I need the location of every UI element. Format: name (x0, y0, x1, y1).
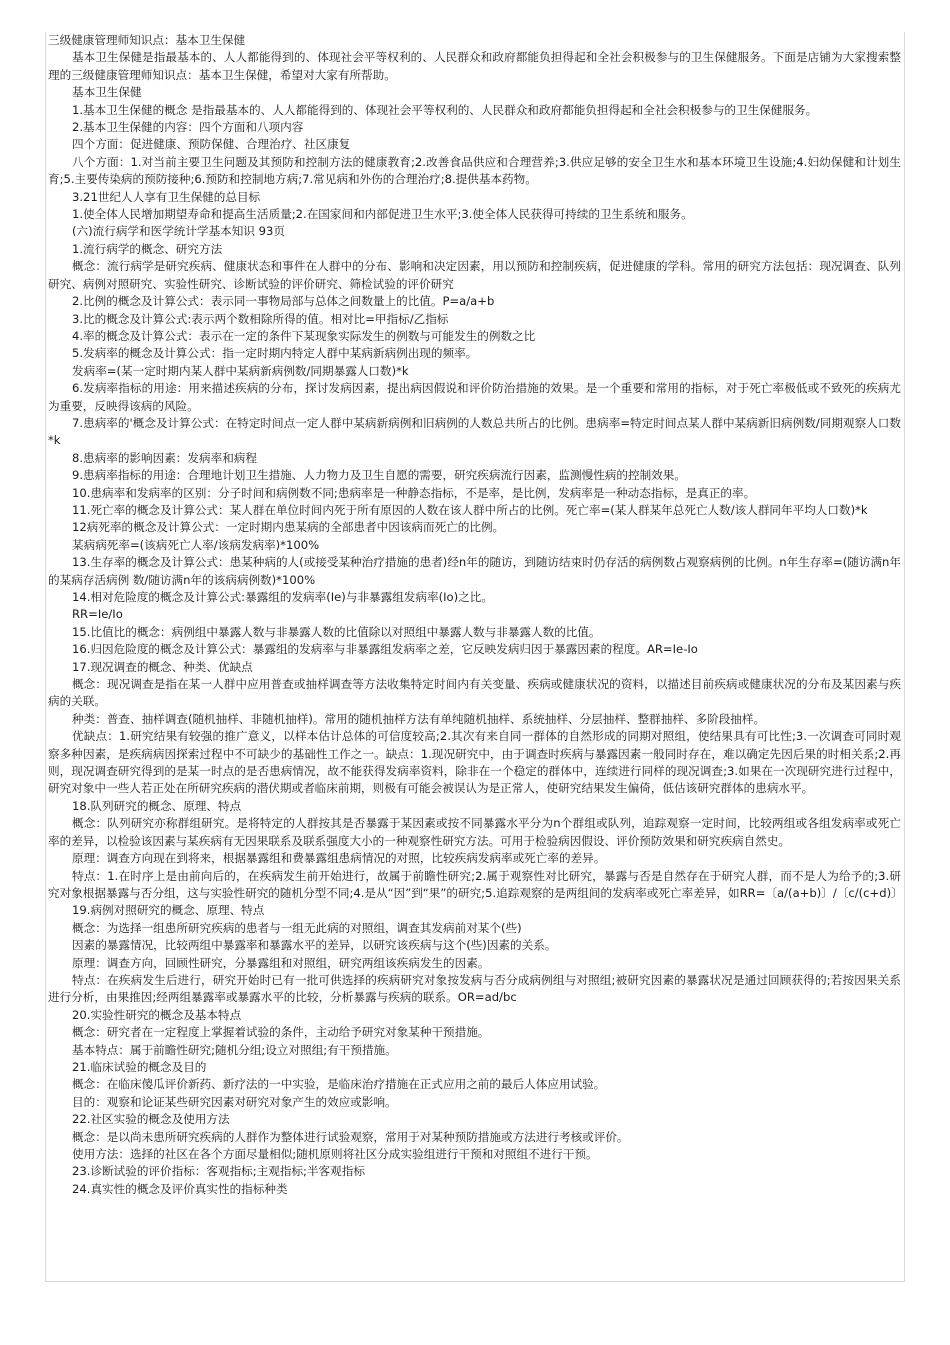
paragraph: 优缺点：1.研究结果有较强的推广意义，以样本估计总体的可信度较高;2.其次有来自同一群体的自然形成的同期对照组，使结果具有可比性;3.一次调查可同时观察多种因素，是疾病病因探索过程中不可缺少的基础性工作之一。缺点：1.现况研究中，由于调查时疾病与暴露因素一般同时存在，难以确定先因后果的时相关系;2.再则，现况调查研究得到的是某一时点的是否患病情况，故不能获得发病率资料，除非在一个稳定的群体中，连续进行同样的现况调查;3.如果在一次现研究进行过程中，研究对象中一些人若正处在所研究疾病的潜伏期或者临床前期，则极有可能会被误认为是正常人，使研究结果发生偏倚，低估该研究群体的患病水平。 (48, 729, 901, 796)
paragraph: 1.基本卫生保健的概念 是指最基本的、人人都能得到的、体现社会平等权利的、人民群众和政府都能负担得起和全社会积极参与的卫生保健服务。 (72, 102, 818, 117)
paragraph: 概念：队列研究亦称群组研究。是将特定的人群按其是否暴露于某因素或按不同暴露水平分为n个群组或队列，追踪观察一定时间，比较两组或各组发病率或死亡率的差异，以检验该因素与某疾病有无因果联系及联系强度大小的一种观察性研究方法。可用于检验病因假设、评价预防效果和研究疾病自然史。 (48, 816, 901, 848)
paragraph: 原理：调查方向现在到将来，根据暴露组和费暴露组患病情况的对照，比较疾病发病率或死亡率的差异。 (72, 851, 606, 866)
paragraph: 发病率=(某一定时期内某人群中某病新病例数/同期暴露人口数)*k (72, 363, 409, 378)
paragraph: 特点：在疾病发生后进行，研究开始时已有一批可供选择的疾病研究对象按发病与否分成病例组与对照组;被研究因素的暴露状况是通过回顾获得的;若按因果关系进行分析，由果推因;经两组暴露率或暴露水平的比较，分析暴露与疾病的联系。OR=ad/bc (48, 972, 901, 1005)
paragraph: 特点：1.在时序上是由前向后的，在疾病发生前开始进行，故属于前瞻性研究;2.属于观察性对比研究，暴露与否是自然存在于研究人群，而不是人为给予的;3.研究对象根据暴露与否分组，这与实验性研究的随机分型不同;4.是从“因”到“果”的研究;5.追踪观察的是两组间的发病率或死亡率差异，如RR=〔a/(a+b)〕/〔c/(c+d)〕 (48, 868, 903, 900)
paragraph: 基本卫生保健 (72, 85, 142, 100)
document-title: 三级健康管理师知识点：基本卫生保健 (48, 33, 246, 47)
paragraph: 3.比的概念及计算公式:表示两个数相除所得的值。相对比=甲指标/乙指标 (72, 311, 449, 326)
paragraph: 15.比值比的概念：病例组中暴露人数与非暴露人数的比值除以对照组中暴露人数与非暴露人数的比值。 (72, 624, 601, 639)
paragraph: 20.实验性研究的概念及基本特点 (72, 1007, 242, 1022)
paragraph: 21.临床试验的概念及目的 (72, 1059, 207, 1074)
paragraph: 因素的暴露情况，比较两组中暴露率和暴露水平的差异，以研究该疾病与这个(些)因素的关系。 (72, 938, 557, 953)
paragraph: 概念：研究者在一定程度上掌握着试验的条件，主动给予研究对象某种干预措施。 (72, 1025, 490, 1040)
paragraph: 17.现况调查的概念、种类、优缺点 (72, 659, 253, 674)
paragraph: 某病病死率=(该病死亡人率/该病发病率)*100% (72, 537, 320, 552)
paragraph: 使用方法：选择的社区在各个方面尽量相似;随机原则将社区分成实验组进行干预和对照组不进行干预。 (72, 1147, 598, 1161)
paragraph: 4.率的概念及计算公式：表示在一定的条件下某现象实际发生的例数与可能发生的例数之比 (72, 328, 536, 343)
paragraph: 16.归因危险度的概念及计算公式：暴露组的发病率与非暴露组发病率之差，它反映发病归因于暴露因素的程度。AR=Ie-Io (72, 642, 698, 657)
paragraph: 11.死亡率的概念及计算公式：某人群在单位时间内死于所有原因的人数在该人群中所占的比例。死亡率=(某人群某年总死亡人数/该人群同年平均人口数)*k (72, 502, 868, 517)
paragraph: 3.21世纪人人享有卫生保健的总目标 (72, 189, 261, 204)
paragraph: 22.社区实验的概念及使用方法 (72, 1112, 230, 1127)
paragraph: 23.诊断试验的评价指标：客观指标;主观指标;半客观指标 (72, 1164, 365, 1179)
paragraph: 24.真实性的概念及评价真实性的指标种类 (72, 1181, 288, 1196)
document-body (48, 49, 901, 1198)
paragraph: 2.基本卫生保健的内容：四个方面和八项内容 (72, 120, 304, 135)
paragraph: 6.发病率指标的用途：用来描述疾病的分布，探讨发病因素，提出病因假说和评价防治措施的效果。是一个重要和常用的指标，对于死亡率极低或不致死的疾病尤为重要，反映得该病的风险。 (48, 381, 901, 413)
paragraph: 9.患病率指标的用途：合理地计划卫生措施、人力物力及卫生自愿的需要，研究疾病流行因素，监测慢性病的控制效果。 (72, 468, 686, 483)
paragraph: 概念：流行病学是研究疾病、健康状态和事件在人群中的分布、影响和决定因素，用以预防和控制疾病，促进健康的学科。常用的研究方法包括：现况调查、队列研究、病例对照研究、实验性研究、诊断试验的评价研究、筛检试验的评价研究 (48, 259, 901, 291)
paragraph: 原理：调查方向，回顾性研究，分暴露组和对照组，研究两组该疾病发生的因素。 (72, 955, 490, 970)
paragraph: 1.流行病学的概念、研究方法 (72, 241, 223, 256)
paragraph: RR=Ie/Io (72, 607, 123, 622)
paragraph: 10.患病率和发病率的区别：分子时间和病例数不同;患病率是一种静态指标，不是率，是比例，发病率是一种动态指标，是真正的率。 (72, 485, 756, 500)
paragraph: 8.患病率的影响因素：发病率和病程 (72, 450, 257, 465)
paragraph: 19.病例对照研究的概念、原理、特点 (72, 903, 265, 918)
paragraph: 目的：观察和论证某些研究因素对研究对象产生的效应或影响。 (72, 1094, 397, 1109)
paragraph: 概念：为选择一组患所研究疾病的患者与一组无此病的对照组，调查其发病前对某个(些) (72, 920, 522, 935)
paragraph: 2.比例的概念及计算公式：表示同一事物局部与总体之间数量上的比值。P=a/a+b (72, 294, 495, 309)
paragraph: 1.使全体人民增加期望寿命和提高生活质量;2.在国家间和内部促进卫生水平;3.使全体人民获得可持续的卫生系统和服务。 (72, 207, 693, 222)
paragraph: 7.患病率的'概念及计算公式：在特定时间点一定人群中某病新病例和旧病例的人数总共所占的比例。患病率=特定时间点某人群中某病新旧病例数/同期观察人口数*k (48, 415, 901, 448)
paragraph: 基本卫生保健是指最基本的、人人都能得到的、体现社会平等权利的、人民群众和政府都能负担得起和全社会积极参与的卫生保健服务。下面是店铺为大家搜索整理的三级健康管理师知识点：基本卫生保健，希望对大家有所帮助。 (48, 50, 901, 82)
paragraph: (六)流行病学和医学统计学基本知识 93页 (72, 224, 285, 239)
paragraph: 八个方面：1.对当前主要卫生问题及其预防和控制方法的健康教育;2.改善食品供应和合理营养;3.供应足够的安全卫生水和基本环境卫生设施;4.妇幼保健和计划生育;5.主要传染病的预防接种;6.预防和控制地方病;7.常见病和外伤的合理治疗;8.提供基本药物。 (48, 154, 901, 187)
paragraph: 5.发病率的概念及计算公式：指一定时期内特定人群中某病新病例出现的频率。 (72, 346, 478, 361)
paragraph: 概念：是以尚未患所研究疾病的人群作为整体进行试验观察，常用于对某种预防措施或方法进行考核或评价。 (72, 1129, 629, 1144)
paragraph: 概念：在临床傻瓜评价新药、新疗法的一中实验，是临床治疗措施在正式应用之前的最后人体应用试验。 (72, 1077, 606, 1092)
paragraph: 四个方面：促进健康、预防保健、合理治疗、社区康复 (72, 137, 351, 152)
document-page (45, 32, 905, 1282)
paragraph: 18.队列研究的概念、原理、特点 (72, 798, 242, 813)
paragraph: 种类：普查、抽样调查(随机抽样、非随机抽样)。常用的随机抽样方法有单纯随机抽样、系统抽样、分层抽样、整群抽样、多阶段抽样。 (72, 711, 766, 726)
paragraph: 13.生存率的概念及计算公式：患某种病的人(或接受某种治疗措施的患者)经n年的随访，到随访结束时仍存活的病例数占观察病例的比例。n年生存率=(随访满n年的某病存活病例 数/随访满n年的该病病例数)*100% (48, 555, 901, 587)
paragraph: 14.相对危险度的概念及计算公式:暴露组的发病率(Ie)与非暴露组发病率(Io)之比。 (72, 590, 493, 604)
paragraph: 12病死率的概念及计算公式：一定时期内患某病的全部患者中因该病而死亡的比例。 (72, 520, 505, 535)
paragraph: 概念：现况调查是指在某一人群中应用普查或抽样调查等方法收集特定时间内有关变量、疾病或健康状况的资料，以描述目前疾病或健康状况的分布及某因素与疾病的关联。 (48, 677, 901, 709)
paragraph: 基本特点：属于前瞻性研究;随机分组;设立对照组;有干预措施。 (72, 1042, 397, 1057)
